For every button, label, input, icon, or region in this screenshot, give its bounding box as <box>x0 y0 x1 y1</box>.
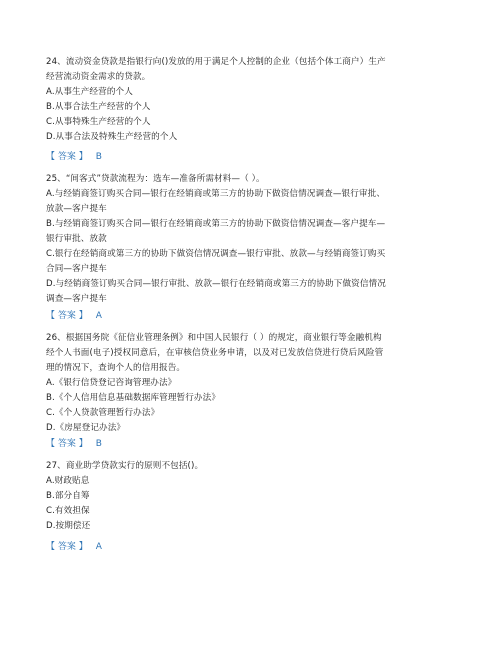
option-c: C.银行在经销商或第三方的协助下做资信情况调查—银行审批、放款—与经销商签订购买 <box>46 249 386 259</box>
option-b: B.从事合法生产经营的个人 <box>46 102 151 112</box>
option-b: B.《个人信用信息基础数据库管理暂行办法》 <box>46 393 221 403</box>
question-25 <box>46 172 438 307</box>
answer-value: B <box>95 152 102 162</box>
option-b-cont: 银行审批、放款 <box>46 234 107 244</box>
option-a: A.与经销商签订购买合同—银行在经销商或第三方的协助下做资信情况调查—银行审批、 <box>46 189 386 199</box>
answer-24 <box>46 150 438 164</box>
question-text: 25、“间客式”贷款流程为：选车—准备所需材料—（ ）。 <box>46 174 265 184</box>
option-c: C.《个人贷款管理暂行办法》 <box>46 408 160 418</box>
answer-27 <box>46 540 438 554</box>
option-a-cont: 放款—客户提车 <box>46 204 107 214</box>
option-d: D.与经销商签订购买合同—银行审批、放款—银行在经销商或第三方的协助下做资信情况 <box>46 279 386 289</box>
answer-label: 【 答案 】 <box>46 311 88 321</box>
question-text: 经营流动资金需求的贷款。 <box>46 72 151 82</box>
question-text: 27、商业助学贷款实行的原则不包括()。 <box>46 461 204 471</box>
option-d: D.从事合法及特殊生产经营的个人 <box>46 132 178 142</box>
option-d-cont: 调查—客户提车 <box>46 294 107 304</box>
answer-label: 【 答案 】 <box>46 152 88 162</box>
answer-label: 【 答案 】 <box>46 439 88 449</box>
answer-value: B <box>95 439 102 449</box>
option-b: B.部分自筹 <box>46 491 90 501</box>
question-text: 理的情况下，查询个人的信用报告。 <box>46 363 186 373</box>
answer-26 <box>46 437 438 451</box>
answer-value: A <box>95 311 102 321</box>
question-text: 26、根据国务院《征信业管理条例》和中国人民银行（ ）的规定，商业银行等金融机构 <box>46 333 382 343</box>
option-d: D.按期偿还 <box>46 521 91 531</box>
option-b: B.与经销商签订购买合同—银行在经销商或第三方的协助下做资信情况调查—客户提车— <box>46 219 386 229</box>
option-c: C.从事特殊生产经营的个人 <box>46 117 151 127</box>
option-a: A.财政贴息 <box>46 476 90 486</box>
option-d: D.《房屋登记办法》 <box>46 423 126 433</box>
option-c: C.有效担保 <box>46 506 90 516</box>
option-c-cont: 合同—客户提车 <box>46 264 107 274</box>
question-27 <box>46 459 438 534</box>
question-text: 24、流动资金贷款是指银行向()发放的用于满足个人控制的企业（包括个体工商户）生产 <box>46 57 386 67</box>
answer-label: 【 答案 】 <box>46 542 88 552</box>
question-26 <box>46 331 438 436</box>
option-a: A.从事生产经营的个人 <box>46 87 133 97</box>
answer-value: A <box>95 542 102 552</box>
question-text: 经个人书面(电子)授权同意后，在审核信贷业务申请，以及对已发放信贷进行贷后风险管 <box>46 348 384 358</box>
question-24 <box>46 55 438 145</box>
option-a: A.《银行信贷登记咨询管理办法》 <box>46 378 177 388</box>
answer-25 <box>46 309 438 323</box>
